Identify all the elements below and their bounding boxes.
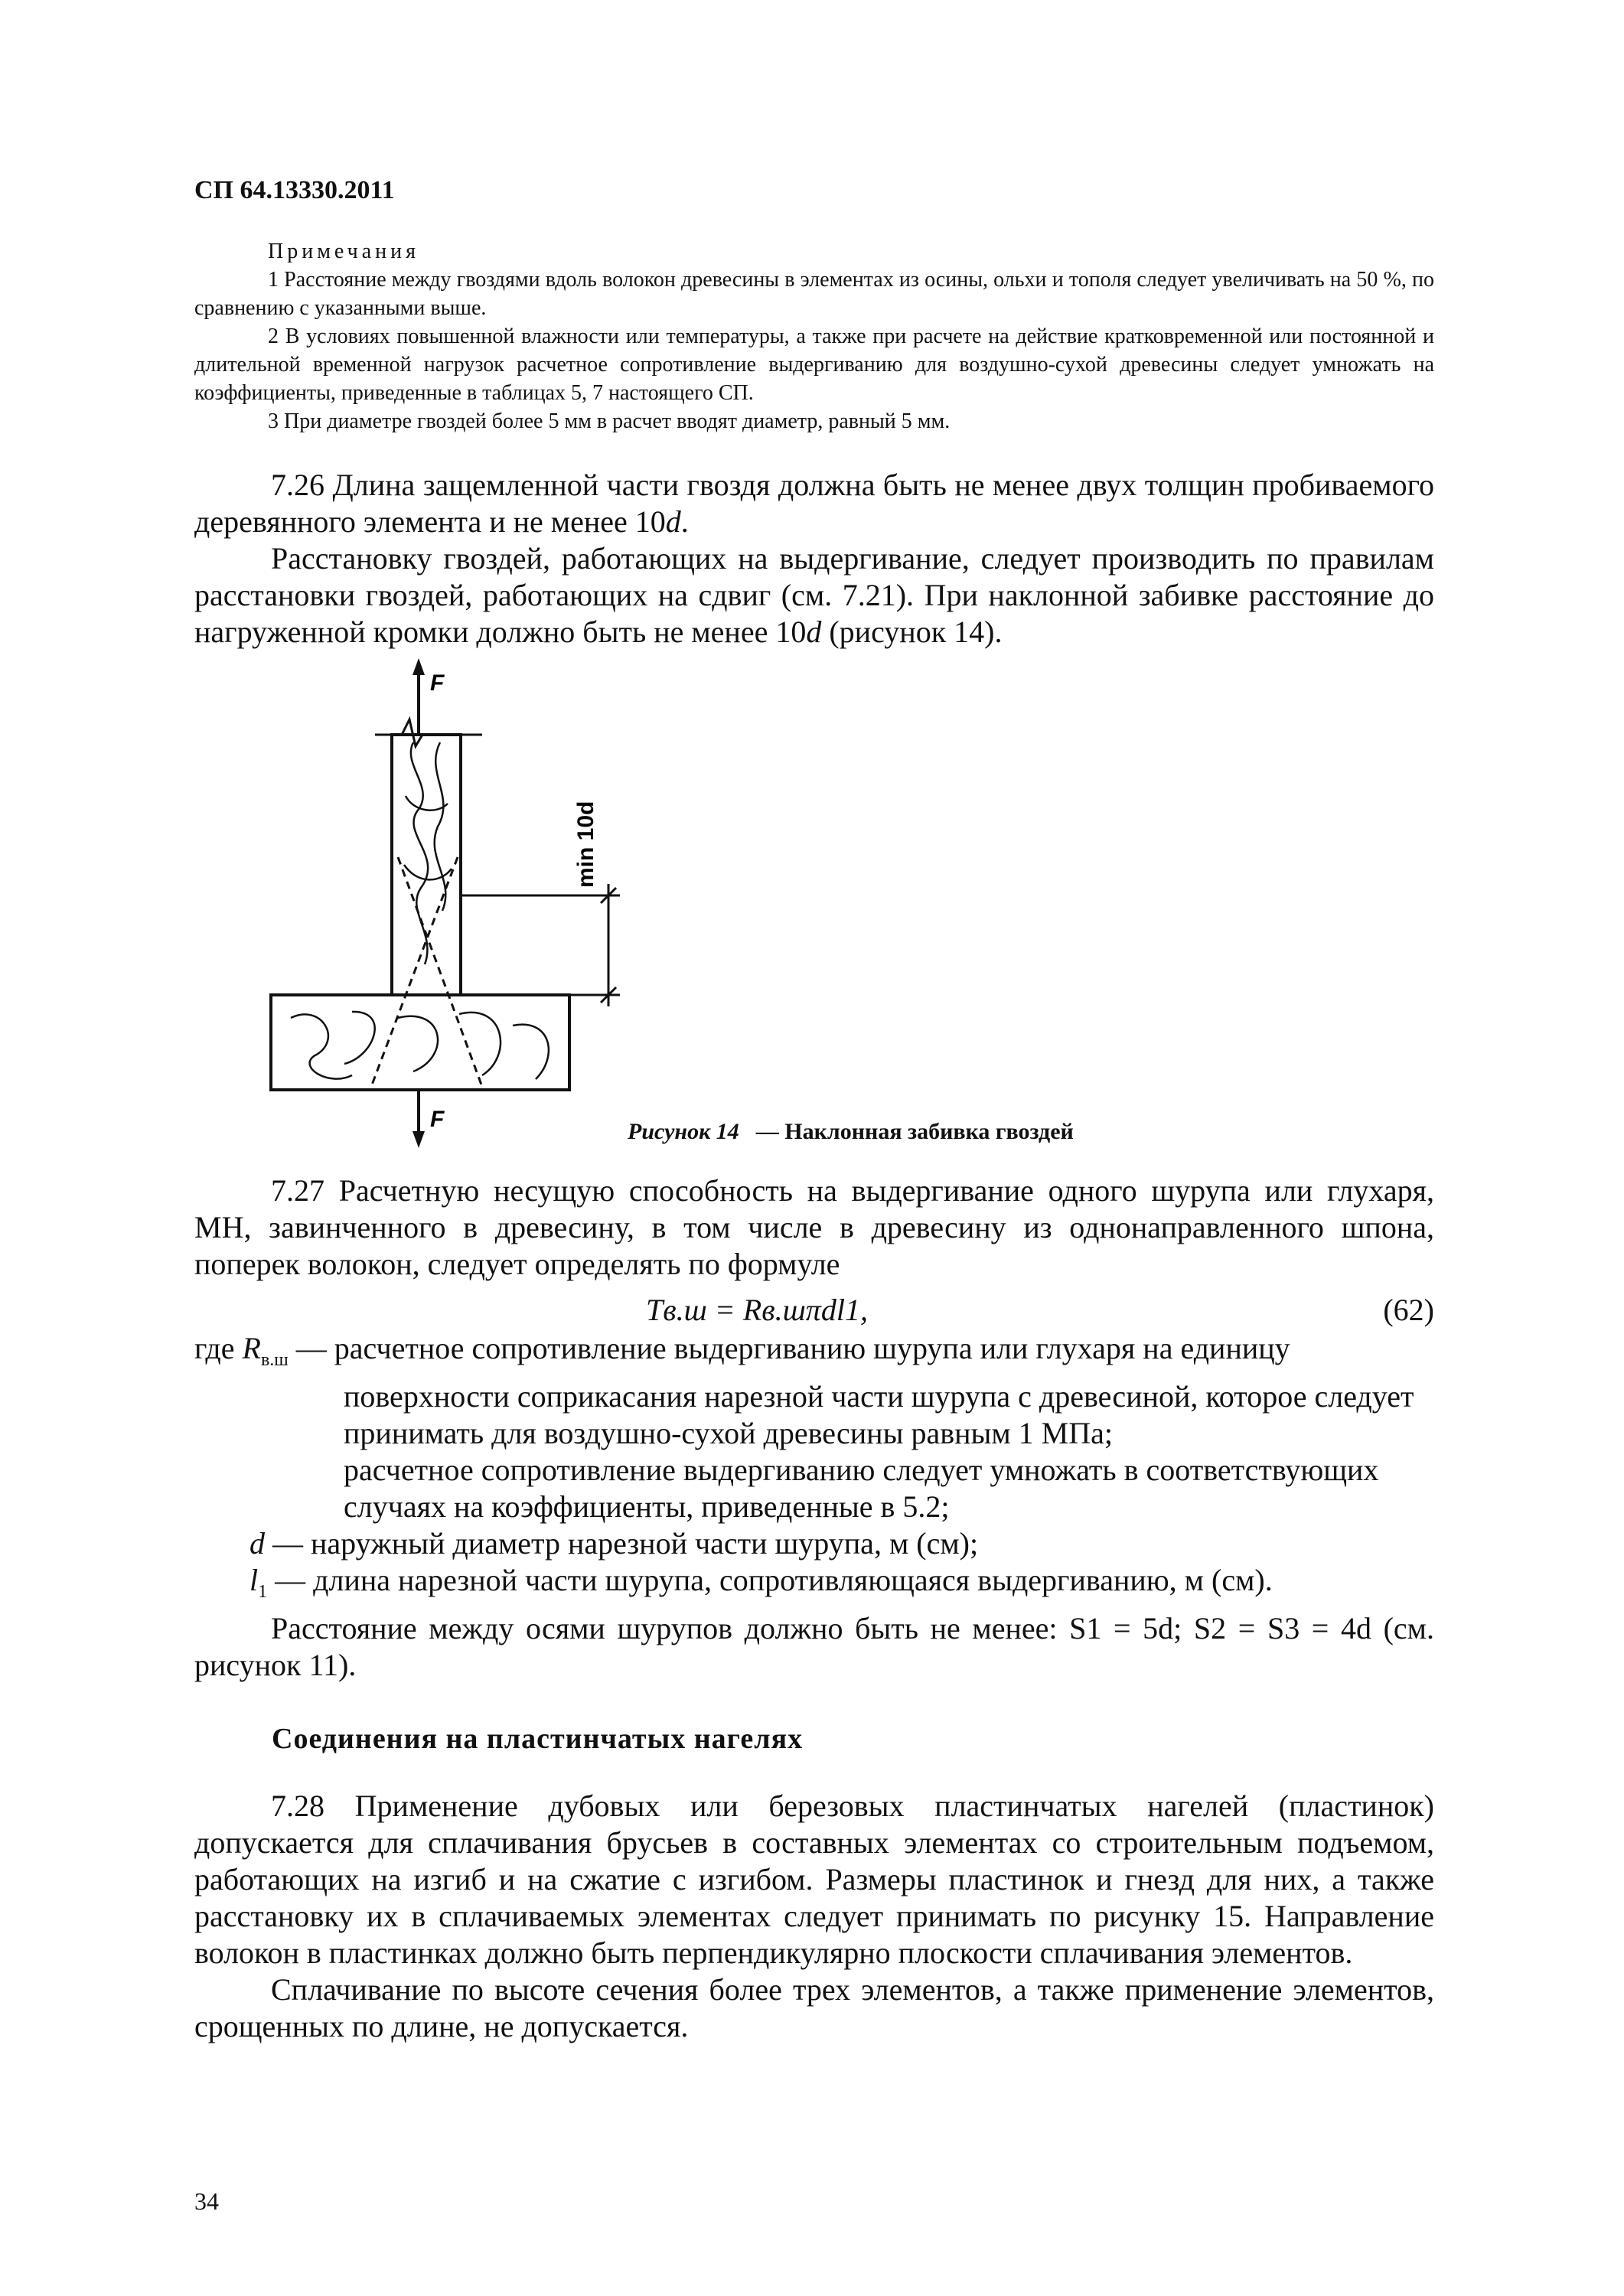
note-2: 2 В условиях повышенной влажности или температуры, а также при расчете на действие кратковременной или постоянной и длительной временной нагрузок расчетное сопротивление выдергиванию для воздушно-сухой древесины следует умножать на коэффициенты, приведенные в таблицах 5, 7 настоящего СП. <box>194 325 1434 405</box>
dimension-label: min 10d <box>573 801 598 888</box>
paragraph-7-28: 7.28 Применение дубовых или березовых пластинчатых нагелей (пластинок) допускается для сплачивания брусьев в составных элементах со строительным подъемом, работающих на изгиб и на сжатие с изгибом. Размеры пластинок и гнезд для них, а также расстановку их в сплачиваемых элементах следует принимать по рисунку 15. Направление волокон в пластинках должно быть перпендикулярно плоскости сплачивания элементов. Сплачивание по высоте сечения более трех элементов, а также применение элементов, срощенных по длине, не допускается. <box>194 1789 1434 2043</box>
figure-14-nail-diagram <box>260 658 689 1148</box>
section-title: Соединения на пластинчатых нагелях <box>272 1723 804 1755</box>
note-3: 3 При диаметре гвоздей более 5 мм в расчет вводят диаметр, равный 5 мм. <box>268 409 951 433</box>
note-1: 1 Расстояние между гвоздями вдоль волокон древесины в элементах из осины, ольхи и тополя следует увеличивать на 50 %, по сравнению с указанными выше. <box>194 268 1434 320</box>
force-label-top: F <box>430 670 445 696</box>
notes-title: Примечания <box>268 240 420 263</box>
formula-62: Tв.ш = Rв.шπdl1, (62) <box>646 1293 1434 1327</box>
formula-definitions: где $R_{в.ш}$ — расчетное сопротивление выдергиванию шурупа или глухаря на единицу поверхности соприкасания нарезной части шурупа с древесиной, которое следует принимать для воздушно-сухой древесины равным 1 МПа; расчетное сопротивление выдергиванию следует умножать в соответствующих случаях на коэффициенты, приведенные в 5.2; d — наружный диаметр нарезной части шурупа, м (см); $l_1$ — длина нарезной части шурупа, сопротивляющаяся выдергиванию, м (см). Расстояние между осями шурупов должно быть не менее: S1 = 5d; S2 = S3 = 4d (см. рисунок 11). <box>194 1331 1434 1682</box>
notes-block <box>194 237 1434 435</box>
figure-caption: Рисунок 14 — Наклонная забивка гвоздей <box>628 1119 1074 1144</box>
paragraph-7-27: 7.27 Расчетную несущую способность на выдергивание одного шурупа или глухаря, МН, завинченного в древесину, в том числе в древесину из однонаправленного шпона, поперек волокон, следует определять по формуле <box>194 1173 1434 1281</box>
paragraph-7-26: 7.26 Длина защемленной части гвоздя должна быть не менее двух толщин пробиваемого деревянного элемента и не менее 10d. Расстановку гвоздей, работающих на выдергивание, следует производить по правилам расстановки гвоздей, работающих на сдвиг (см. 7.21). При наклонной забивке расстояние до нагруженной кромки должно быть не менее 10d (рисунок 14). <box>194 468 1434 649</box>
document-header: СП 64.13330.2011 <box>194 176 395 204</box>
force-label-bottom: F <box>430 1107 445 1132</box>
page-number: 34 <box>194 2187 219 2215</box>
